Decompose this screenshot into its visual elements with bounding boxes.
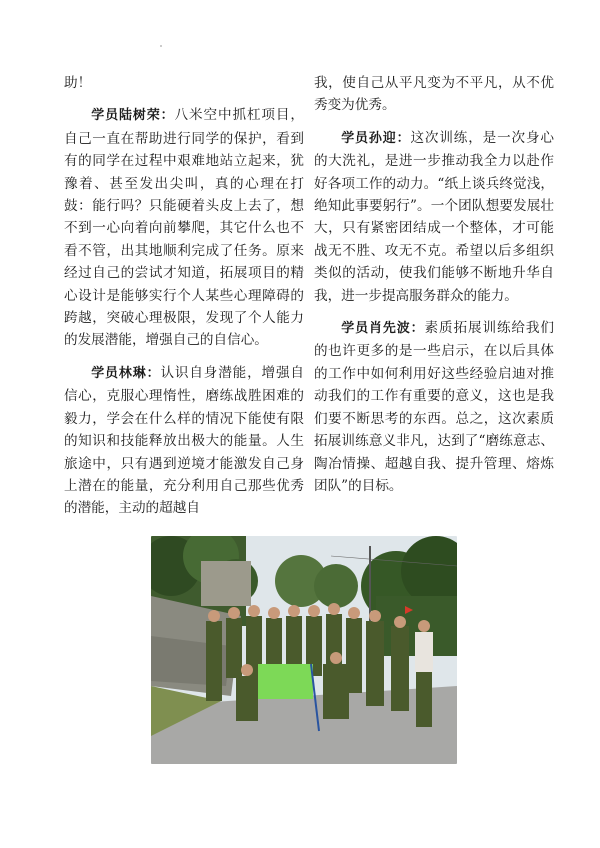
left-intro-line: 助！ xyxy=(64,75,92,91)
left-column xyxy=(64,72,304,530)
right-column xyxy=(314,72,554,507)
speaker-name: 学员林琳： xyxy=(91,365,161,381)
speaker-name: 学员肖先波： xyxy=(341,321,425,337)
testimony-text: 八米空中抓杠项目，自己一直在帮助进行同学的保护，看到有的同学在过程中艰难地站立起来，犹豫着、甚至发出尖叫，真的心理在打鼓：能行吗？只能硬着头皮上去了，想不到一心向着向前攀爬，其它什么也不看不管，出其地顺利完成了任务。原来经过自己的尝试才知道，拓展项目的精心设计是能够实行个人某些心理障碍的跨越，突破心理极限，发现了个人能力的发展潜能，增强自己的自信心。 xyxy=(64,107,304,349)
speaker-name: 学员陆树荣： xyxy=(91,108,175,124)
testimony-text: 这次训练，是一次身心的大洗礼，是进一步推动我全力以赴作好各项工作的动力。“纸上谈兵终觉浅，绝知此事要躬行”。一个团队想要发展壮大，只有紧密团结成一个整体，才可能战无不胜、攻无不克。希望以后多组织类似的活动，使我们能够不断地升华自我，进一步提高服务群众的能力。 xyxy=(314,129,554,304)
testimony-lin-lin xyxy=(64,362,304,520)
testimony-text: 认识自身潜能，增强自信心，克服心理惰性，磨练战胜困难的毅力，学会在什么样的情况下能使有限的知识和技能释放出极大的能量。人生旅途中，只有遇到逆境才能激发自己身上潜在的能量，充分利用自己那些优秀的潜能，主动的超越自 xyxy=(64,364,304,517)
speaker-name: 学员孙迎： xyxy=(341,130,411,146)
group-photo xyxy=(151,536,457,764)
testimony-lu-shurong xyxy=(64,104,304,351)
testimony-text: 素质拓展训练给我们的也许更多的是一些启示，在以后具体的工作中如何利用好这些经验启迪对推动我们的工作有重要的意义，这也是我们要不断思考的东西。总之，这次素质拓展训练意义非凡，达到了“磨练意志、陶冶情操、超越自我、提升管理、熔炼团队”的目标。 xyxy=(314,320,554,494)
scan-mark xyxy=(160,45,162,47)
testimony-sun-ying xyxy=(314,127,554,307)
group-photo-illustration xyxy=(151,536,457,764)
testimony-xiao-xianbo xyxy=(314,317,554,497)
right-continuation: 我，使自己从平凡变为不平凡，从不优秀变为优秀。 xyxy=(314,75,554,114)
